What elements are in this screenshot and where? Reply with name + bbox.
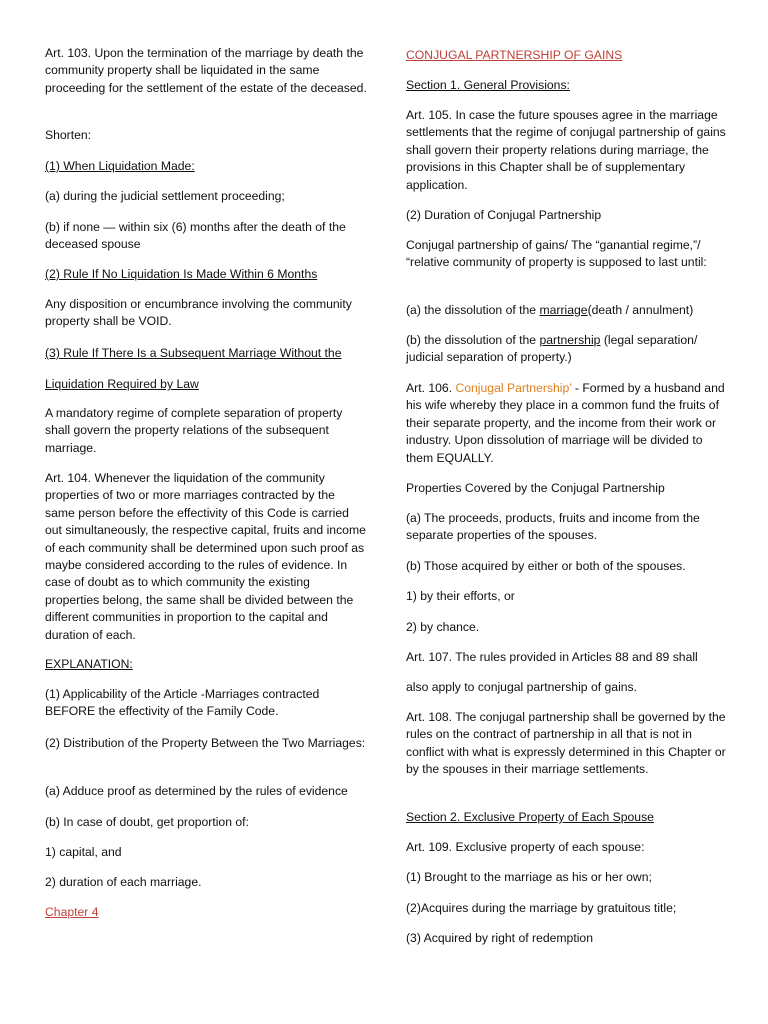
- heading-subsequent-marriage: (3) Rule If There Is a Subsequent Marriage Without the: [45, 346, 342, 360]
- by-chance: 2) by chance.: [406, 620, 480, 634]
- heading-rule-no-liquidation: (2) Rule If No Liquidation Is Made Within 6 Months: [45, 267, 318, 281]
- proportion-capital: 1) capital, and: [45, 845, 122, 859]
- proportion-duration: 2) duration of each marriage.: [45, 875, 202, 889]
- article-107-continued: also apply to conjugal partnership of gains.: [406, 680, 638, 694]
- covered-item-a: (a) The proceeds, products, fruits and income from the separate properties of the spouses.: [406, 511, 700, 543]
- heading-liquidation-required: Liquidation Required by Law: [45, 377, 199, 391]
- shorten-label: Shorten:: [45, 128, 92, 142]
- article-109: Art. 109. Exclusive property of each spouse:: [406, 840, 645, 854]
- article-106: Art. 106. Conjugal Partnership’ - Formed by a husband and his wife whereby they place in a common fund the fruits of their separate property, and the income from their work or industry. Upon dissolution of marriage will be divided to them EQUALLY.: [406, 381, 725, 465]
- dissolution-partnership-item: (b) the dissolution of the partnership (legal separation/ judicial separation of property.): [406, 333, 698, 365]
- by-their-efforts: 1) by their efforts, or: [406, 589, 515, 603]
- explanation-item-2: (2) Distribution of the Property Between the Two Marriages:: [45, 736, 366, 750]
- exclusive-item-2: (2)Acquires during the marriage by gratuitous title;: [406, 901, 677, 915]
- exclusive-item-1: (1) Brought to the marriage as his or her own;: [406, 870, 652, 884]
- exclusive-item-3: (3) Acquired by right of redemption: [406, 931, 593, 945]
- item-b-six-months: (b) if none — within six (6) months after the death of the deceased spouse: [45, 220, 346, 252]
- item-a-judicial-settlement: (a) during the judicial settlement proceeding;: [45, 189, 285, 203]
- explanation-item-1: (1) Applicability of the Article -Marriages contracted BEFORE the effectivity of the Family Code.: [45, 687, 320, 719]
- article-105: Art. 105. In case the future spouses agree in the marriage settlements that the regime of conjugal partnership of gains shall govern their property relations during marriage, the provisions in this Chapter shall be of supplementary application.: [406, 108, 726, 192]
- marriage-underlined: marriage: [539, 303, 588, 317]
- explanation-item-a: (a) Adduce proof as determined by the rules of evidence: [45, 784, 348, 798]
- conjugal-partnership-title: CONJUGAL PARTNERSHIP OF GAINS: [406, 48, 623, 62]
- section-1-heading: Section 1. General Provisions:: [406, 78, 570, 92]
- covered-item-b: (b) Those acquired by either or both of the spouses.: [406, 559, 686, 573]
- explanation-heading: EXPLANATION:: [45, 657, 133, 671]
- section-2-heading: Section 2. Exclusive Property of Each Spouse: [406, 810, 654, 824]
- partnership-underlined: partnership: [539, 333, 601, 347]
- article-104: Art. 104. Whenever the liquidation of the community properties of two or more marriages contracted by the same person before the effectivity of this Code is carried out simultaneously, the respective capital, fruits and income of each community shall be determined upon such proof as maybe considered according to the rules of evidence. In case of doubt as to which community the existing properties belong, the same shall be divided between the different communities in proportion to the capital and duration of each.: [45, 471, 366, 642]
- properties-covered-heading: Properties Covered by the Conjugal Partnership: [406, 481, 665, 495]
- chapter-4-heading: Chapter 4: [45, 905, 99, 919]
- article-103: Art. 103. Upon the termination of the marriage by death the community property shall be liquidated in the same proceeding for the settlement of the estate of the deceased.: [45, 46, 367, 95]
- article-108: Art. 108. The conjugal partnership shall be governed by the rules on the contract of partnership in all that is not in conflict with what is expressly determined in this Chapter or by the spouses in their marriage settlements.: [406, 710, 726, 777]
- explanation-item-b: (b) In case of doubt, get proportion of:: [45, 815, 249, 829]
- dissolution-marriage-item: (a) the dissolution of the marriage(death / annulment): [406, 303, 694, 317]
- heading-when-liquidation-made: (1) When Liquidation Made:: [45, 159, 195, 173]
- disposition-void-text: Any disposition or encumbrance involving the community property shall be VOID.: [45, 297, 352, 329]
- article-107: Art. 107. The rules provided in Articles 88 and 89 shall: [406, 650, 698, 664]
- conjugal-partnership-highlight: Conjugal Partnership’: [455, 381, 572, 395]
- separation-regime-text: A mandatory regime of complete separation of property shall govern the property relations of the subsequent marriage.: [45, 406, 343, 455]
- duration-heading: (2) Duration of Conjugal Partnership: [406, 208, 602, 222]
- conjugal-partnership-definition: Conjugal partnership of gains/ The “ganantial regime,”/ “relative community of property is supposed to last until:: [406, 238, 707, 270]
